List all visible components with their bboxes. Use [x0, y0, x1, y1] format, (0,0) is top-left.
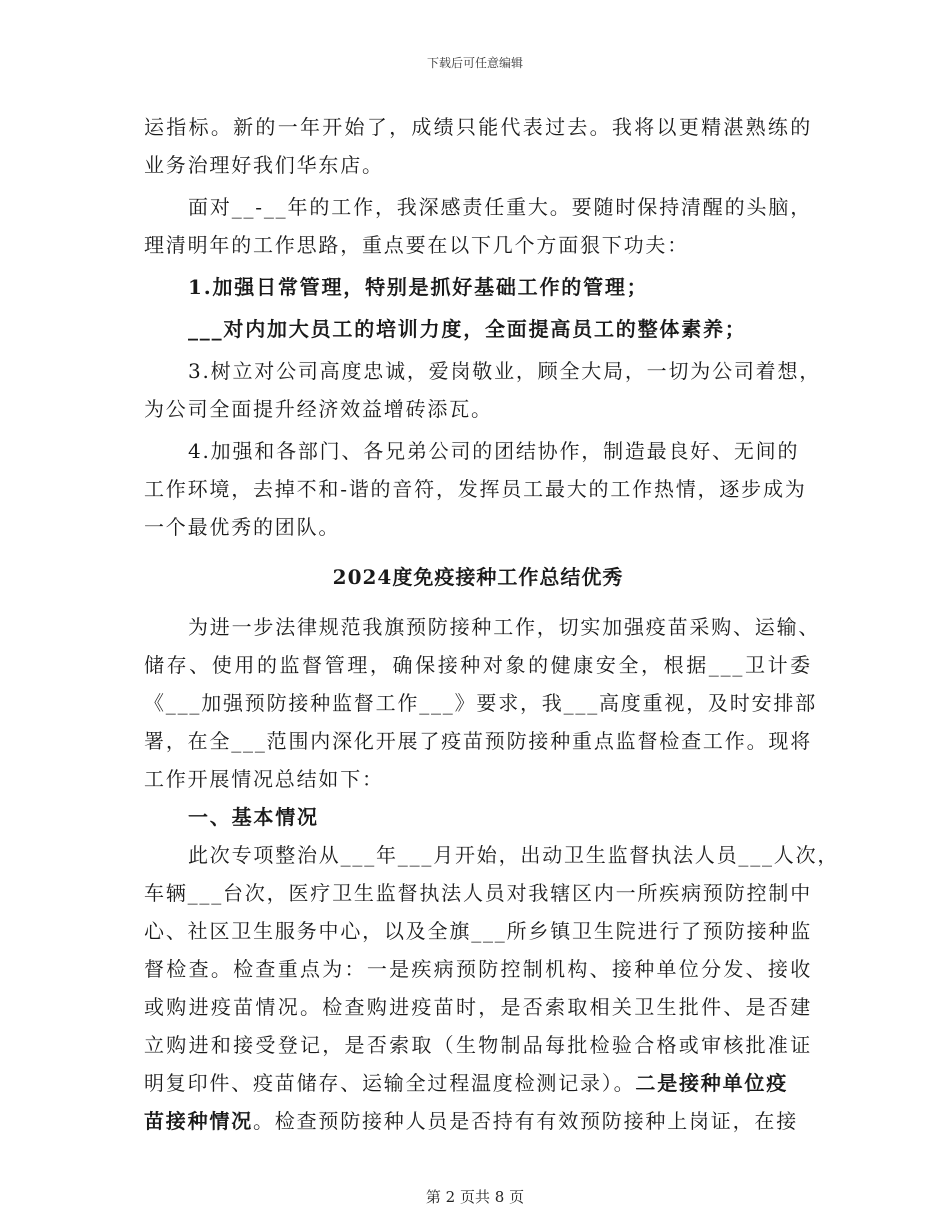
paragraph-line — [144, 1102, 812, 1140]
document-body — [144, 108, 840, 1140]
section-heading: 一、基本情况 — [188, 805, 319, 829]
inline-bold-text: 二是接种单位疫 — [635, 1071, 789, 1095]
paragraph-line: 运指标。新的一年开始了，成绩只能代表过去。我将以更精湛熟练的 — [144, 115, 812, 139]
paragraph-line: 工作开展情况总结如下： — [144, 767, 384, 791]
paragraph-line: 署，在全___范围内深化开展了疫苗预防接种重点监督检查工作。现将 — [144, 729, 812, 753]
paragraph-line: 心、社区卫生服务中心，以及全旗___所乡镇卫生院进行了预防接种监 — [144, 919, 812, 943]
paragraph-line: 为公司全面提升经济效益增砖添瓦。 — [144, 397, 493, 421]
paragraph-line: 一个最优秀的团队。 — [144, 515, 341, 539]
paragraph-line: 面对__-__年的工作，我深感责任重大。要随时保持清醒的头脑， — [188, 195, 812, 219]
paragraph-line: 此次专项整治从___年___月开始，出动卫生监督执法人员___人次， — [188, 843, 840, 867]
list-item-3: 3.树立对公司高度忠诚，爱岗敬业，顾全大局，一切为公司着想， — [188, 359, 822, 383]
paragraph-line: 督检查。检查重点为：一是疾病预防控制机构、接种单位分发、接收 — [144, 957, 812, 981]
inline-text: 明复印件、疫苗储存、运输全过程温度检测记录）。 — [144, 1071, 636, 1095]
inline-bold-text: 苗接种情况 — [144, 1109, 253, 1133]
inline-text: 。检查预防接种人员是否持有有效预防接种上岗证，在接 — [253, 1109, 798, 1133]
paragraph-line: 《___加强预防接种监督工作___》要求，我___高度重视，及时安排部 — [144, 691, 817, 715]
paragraph-line: 理清明年的工作思路，重点要在以下几个方面狠下功夫： — [144, 233, 689, 257]
list-item-1: 1.加强日常管理，特别是抓好基础工作的管理； — [188, 275, 649, 299]
page-header: 下载后可任意编辑 — [426, 56, 523, 70]
paragraph-line: 车辆___台次，医疗卫生监督执法人员对我辖区内一所疾病预防控制中 — [144, 881, 812, 905]
paragraph-line — [144, 1064, 812, 1102]
paragraph-line: 工作环境，去掉不和-谐的音符，发挥员工最大的工作热情，逐步成为 — [144, 477, 807, 501]
paragraph-line: 为进一步法律规范我旗预防接种工作，切实加强疫苗采购、运输、 — [188, 615, 821, 639]
paragraph-line: 或购进疫苗情况。检查购进疫苗时，是否索取相关卫生批件、是否建 — [144, 995, 812, 1019]
paragraph-line: 立购进和接受登记，是否索取（生物制品每批检验合格或审核批准证 — [144, 1033, 812, 1057]
list-item-2: ___对内加大员工的培训力度，全面提高员工的整体素养； — [188, 317, 747, 341]
list-item-4: 4.加强和各部门、各兄弟公司的团结协作，制造最良好、无间的 — [188, 439, 800, 463]
section-title: 2024度免疫接种工作总结优秀 — [332, 565, 624, 589]
paragraph-line: 业务治理好我们华东店。 — [144, 153, 384, 177]
page-footer: 第 2 页共 8 页 — [425, 1188, 525, 1206]
paragraph-line: 储存、使用的监督管理，确保接种对象的健康安全，根据___卫计委 — [144, 653, 812, 677]
